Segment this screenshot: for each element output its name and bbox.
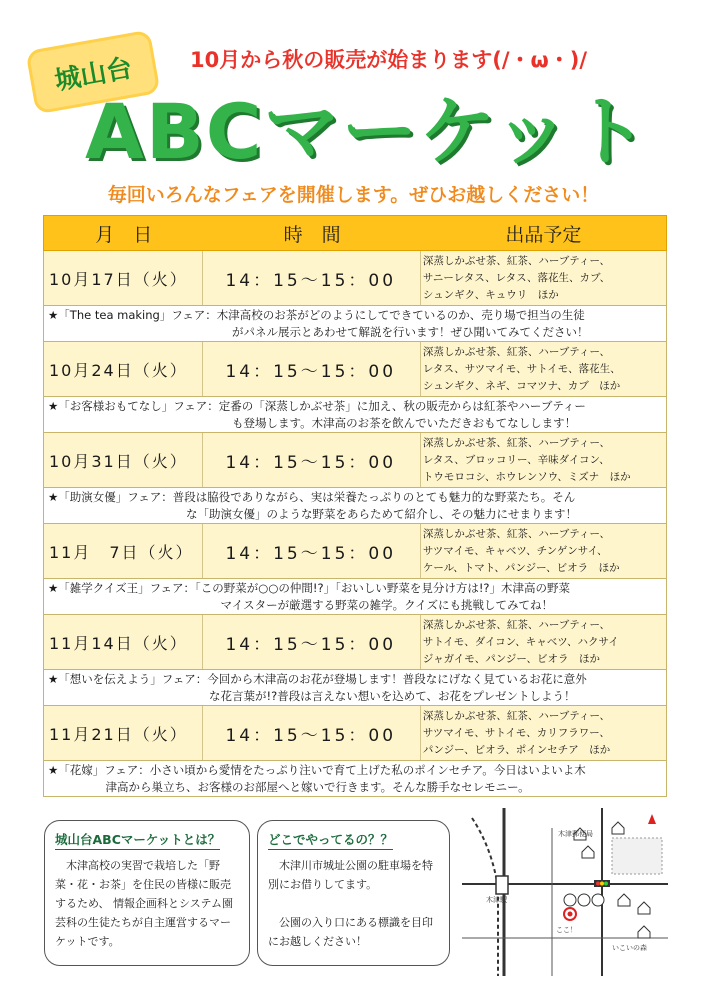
row-time: 14：15〜15：00 bbox=[203, 433, 420, 487]
map-label-station: 木津駅 bbox=[486, 896, 507, 904]
house-icon bbox=[582, 846, 594, 858]
house-icon bbox=[638, 926, 650, 938]
schedule-row bbox=[43, 524, 667, 579]
tree-icon bbox=[564, 894, 576, 906]
column-header-date: 月 日 bbox=[95, 223, 153, 246]
schedule-row bbox=[43, 706, 667, 761]
house-icon bbox=[612, 822, 624, 834]
location-box bbox=[257, 820, 450, 966]
station-icon bbox=[496, 876, 508, 894]
schedule-row bbox=[43, 433, 667, 488]
row-date: 11月14日（火） bbox=[44, 615, 203, 669]
north-arrow-icon bbox=[648, 814, 656, 824]
row-items: 深蒸しかぶせ茶、紅茶、ハーブティー、 サツマイモ、サトイモ、カリフラワー、 パンジー、ビオラ、ポインセチア ほか bbox=[422, 710, 611, 756]
column-header-items: 出品予定 bbox=[505, 223, 582, 246]
fair-description: ★「The tea making」フェア：木津高校のお茶がどのようにしてできているのか、売り場で担当の生徒 がパネル展示とあわせて解説を行います！ぜひ聞いてみてください！ bbox=[43, 306, 667, 342]
traffic-light-red bbox=[596, 882, 600, 886]
about-box bbox=[44, 820, 250, 966]
row-date: 10月24日（火） bbox=[44, 342, 203, 396]
row-items: 深蒸しかぶせ茶、紅茶、ハーブティー、 レタス、サツマイモ、サトイモ、落花生、 シュンギク、ネギ、コマツナ、カブ ほか bbox=[422, 346, 621, 392]
row-items: 深蒸しかぶせ茶、紅茶、ハーブティー、 サニーレタス、レタス、落花生、カブ、 シュンギク、キュウリ ほか bbox=[422, 255, 611, 301]
row-items: 深蒸しかぶせ茶、紅茶、ハーブティー、 サトイモ、ダイコン、キャベツ、ハクサイ ジャガイモ、パンジー、ビオラ ほか bbox=[422, 619, 619, 665]
column-header-time: 時 間 bbox=[283, 223, 341, 246]
location-body: 木津川市城址公園の駐車場を特別にお借りしてます。 公園の入り口にある標識を目印にお越しください！ bbox=[268, 859, 433, 948]
headline: 10月から秋の販売が始まります(/・ω・)/ bbox=[190, 48, 588, 72]
schedule-header bbox=[43, 215, 667, 251]
row-time: 14：15〜15：00 bbox=[203, 706, 420, 760]
fair-description: ★「助演女優」フェア：普段は脇役でありながら、実は栄養たっぷりのとても魅力的な野菜たち。そん な「助演女優」のような野菜をあらためて紹介し、その魅力にせまります！ bbox=[43, 488, 667, 524]
traffic-light-green bbox=[604, 882, 608, 886]
location-badge: 城山台 bbox=[25, 30, 160, 115]
row-date: 10月31日（火） bbox=[44, 433, 203, 487]
page-title: ABCマーケット bbox=[85, 87, 650, 176]
target-marker-dot bbox=[568, 912, 573, 917]
map-label-post-office: 木津郵便局 bbox=[558, 830, 593, 838]
row-time: 14：15〜15：00 bbox=[203, 251, 420, 305]
row-time: 14：15〜15：00 bbox=[203, 342, 420, 396]
about-title: 城山台ABCマーケットとは？ bbox=[55, 830, 220, 850]
tree-icon bbox=[578, 894, 590, 906]
fair-description: ★「花嫁」フェア：小さい頃から愛情をたっぷり注いで育て上げた私のポインセチア。今日はいよいよ木 津高から巣立ち、お客様のお部屋へと嫁いで行きます。そんな勝手なセレモニー。 bbox=[43, 761, 667, 797]
traffic-light-yellow bbox=[600, 882, 604, 886]
row-time: 14：15〜15：00 bbox=[203, 524, 420, 578]
map-label-here: ここ！ bbox=[556, 926, 577, 934]
house-icon bbox=[618, 894, 630, 906]
schedule-row bbox=[43, 251, 667, 306]
park-area bbox=[612, 838, 662, 874]
schedule-table bbox=[43, 215, 667, 797]
tree-icon bbox=[592, 894, 604, 906]
row-time: 14：15〜15：00 bbox=[203, 615, 420, 669]
house-icon bbox=[638, 902, 650, 914]
schedule-row bbox=[43, 342, 667, 397]
fair-description: ★「雑学クイズ王」フェア：「この野菜が○○の仲間!?」「おいしい野菜を見分け方は!?」木津高の野菜 マイスターが厳選する野菜の雑学。クイズにも挑戦してみてね！ bbox=[43, 579, 667, 615]
location-title: どこでやってるの？？ bbox=[268, 830, 393, 850]
row-date: 10月17日（火） bbox=[44, 251, 203, 305]
map-drawing bbox=[462, 808, 668, 976]
subtitle: 毎回いろんなフェアを開催します。ぜひお越しください！ bbox=[107, 184, 600, 206]
map-label-park: いこいの森 bbox=[612, 944, 647, 952]
row-date: 11月 7日（火） bbox=[44, 524, 203, 578]
row-items: 深蒸しかぶせ茶、紅茶、ハーブティー、 レタス、ブロッコリー、辛味ダイコン、 トウモロコシ、ホウレンソウ、ミズナ ほか bbox=[422, 437, 631, 483]
about-body: 木津高校の実習で栽培した「野菜・花・お茶」を住民の皆様に販売するため、 情報企画科とシステム園芸科の生徒たちが自主運営するマーケットです。 bbox=[55, 859, 233, 948]
fair-description: ★「お客様おもてなし」フェア：定番の「深蒸しかぶせ茶」に加え、秋の販売からは紅茶やハーブティー も登場します。木津高のお茶を飲んでいただきおもてなしします！ bbox=[43, 397, 667, 433]
row-items: 深蒸しかぶせ茶、紅茶、ハーブティー、 サツマイモ、キャベツ、チンゲンサイ、 ケール、トマト、パンジー、ビオラ ほか bbox=[422, 528, 620, 574]
access-map bbox=[462, 808, 668, 976]
row-date: 11月21日（火） bbox=[44, 706, 203, 760]
fair-description: ★「想いを伝えよう」フェア：今回から木津高のお花が登場します！普段なにげなく見ているお花に意外 な花言葉が!?普段は言えない想いを込めて、お花をプレゼントしよう！ bbox=[43, 670, 667, 706]
schedule-row bbox=[43, 615, 667, 670]
